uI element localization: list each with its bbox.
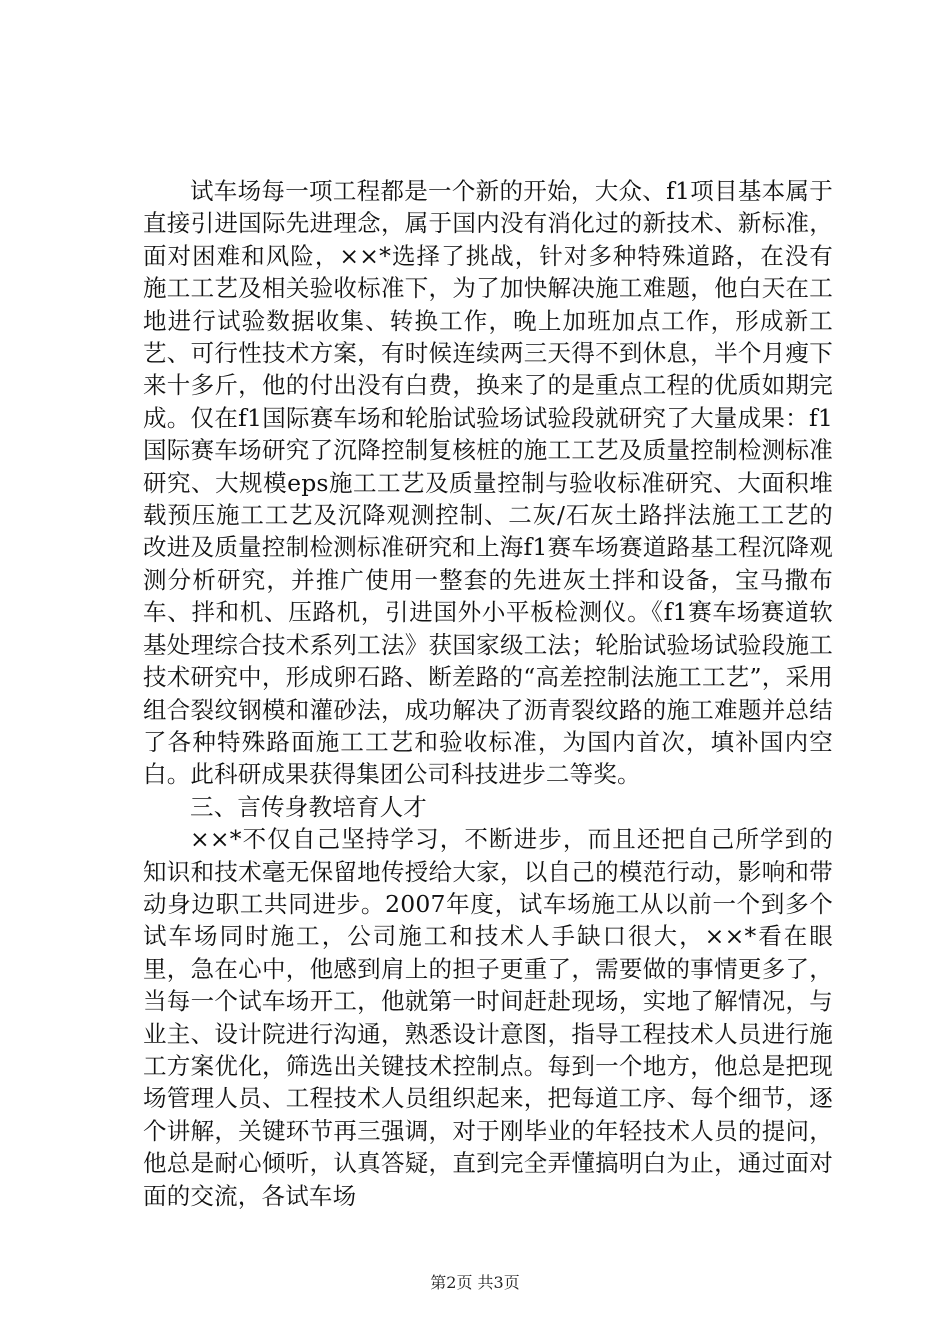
section-heading-3: 三、言传身教培育人才 [190,792,427,821]
paragraph-mentoring: ××*不仅自己坚持学习，不断进步，而且还把自己所学到的知识和技术毫无保留地传授给大家，以自己的模范行动，影响和带动身边职工共同进步。2007年度，试车场施工从以前一个到多个试车场同时施工，公司施工和技术人手缺口很大，××*看在眼里，急在心中，他感到肩上的担子更重了，需要做的事情更多了，当每一个试车场开工，他就第一时间赶赴现场，实地了解情况，与业主、设计院进行沟通，熟悉设计意图，指导工程技术人员进行施工方案优化，筛选出关键技术控制点。每到一个地方，他总是把现场管理人员、工程技术人员组织起来，把每道工序、每个细节，逐个讲解，关键环节再三强调，对于刚毕业的年轻技术人员的提问，他总是耐心倾听，认真答疑，直到完全弄懂搞明白为止，通过面对面的交流，各试车场 [143,825,833,1210]
body-text [143,175,833,1212]
page-footer: 第2页 共3页 [430,1273,520,1292]
paragraph-research-results: 试车场每一项工程都是一个新的开始，大众、f1项目基本属于直接引进国际先进理念，属于国内没有消化过的新技术、新标准，面对困难和风险，××*选择了挑战，针对多种特殊道路，在没有施工工艺及相关验收标准下，为了加快解决施工难题，他白天在工地进行试验数据收集、转换工作，晚上加班加点工作，形成新工艺、可行性技术方案，有时候连续两三天得不到休息，半个月瘦下来十多斤，他的付出没有白费，换来了的是重点工程的优质如期完成。仅在f1国际赛车场和轮胎试验场试验段就研究了大量成果：f1国际赛车场研究了沉降控制复核桩的施工工艺及质量控制检测标准研究、大规模eps施工工艺及质量控制与验收标准研究、大面积堆载预压施工工艺及沉降观测控制、二灰/石灰土路拌法施工工艺的改进及质量控制检测标准研究和上海f1赛车场赛道路基工程沉降观测分析研究，并推广使用一整套的先进灰土拌和设备，宝马撒布车、拌和机、压路机，引进国外小平板检测仪。《f1赛车场赛道软基处理综合技术系列工法》获国家级工法；轮胎试验场试验段施工技术研究中，形成卵石路、断差路的“高差控制法施工工艺”，采用组合裂纹钢模和灌砂法，成功解决了沥青裂纹路的施工难题并总结了各种特殊路面施工工艺和验收标准，为国内首次，填补国内空白。此科研成果获得集团公司科技进步二等奖。 [143,177,833,789]
